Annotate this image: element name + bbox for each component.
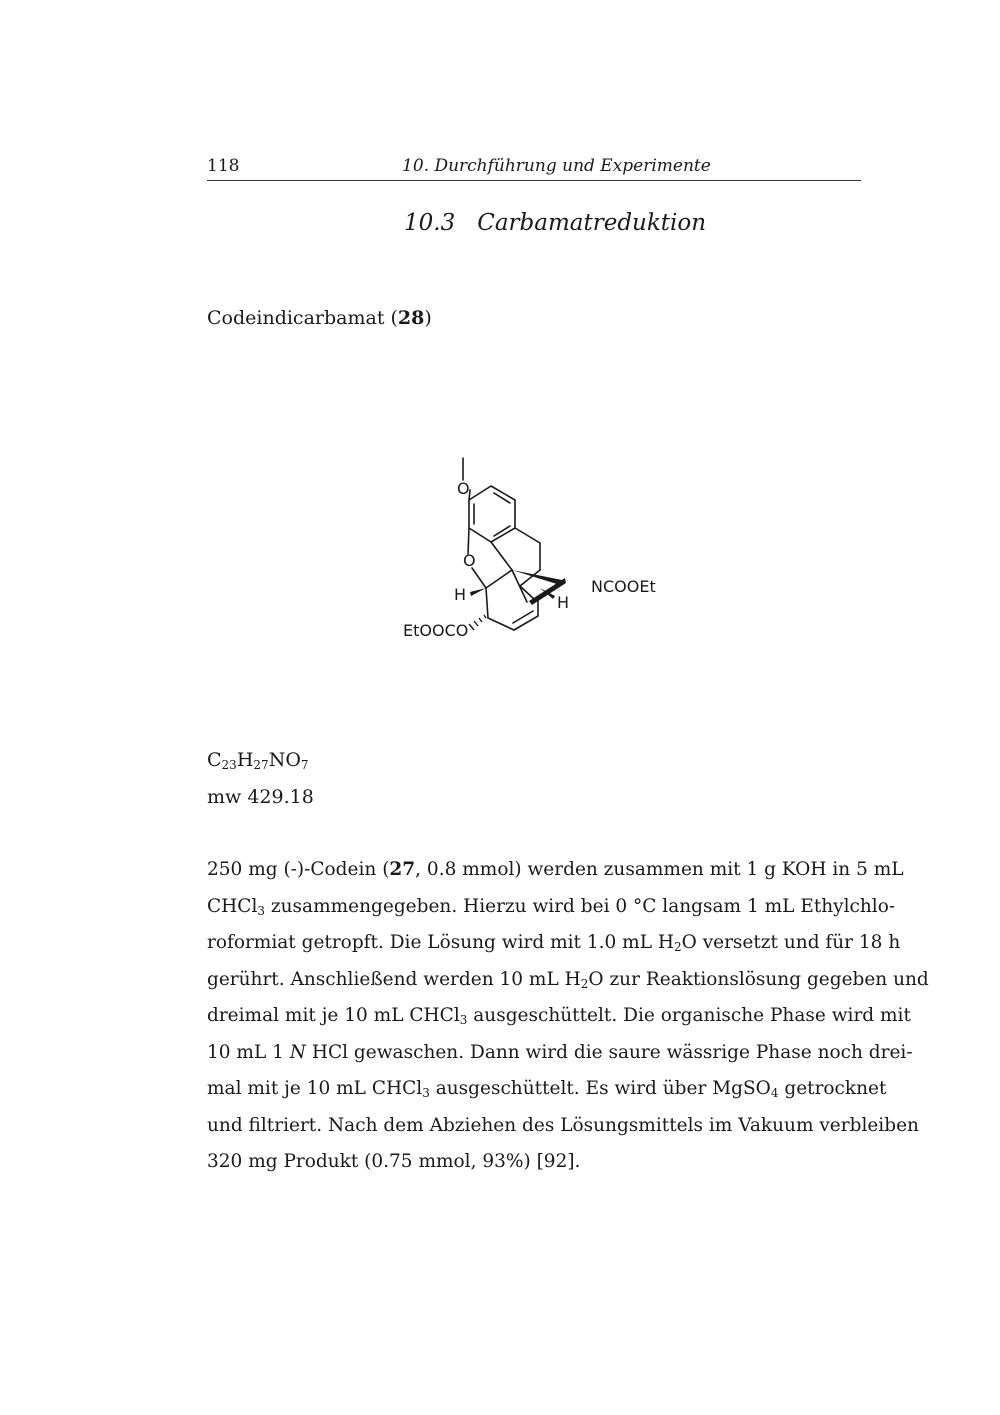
experimental-paragraph [207, 852, 929, 1181]
label-ncooet: NCOOEt [591, 577, 656, 596]
text-line: und filtriert. Nach dem Abziehen des Lösungsmittels im Vakuum verbleiben [207, 1114, 919, 1136]
section-number: 10.3 [404, 210, 456, 236]
hashed-bond [469, 615, 486, 630]
text-line: roformiat getropft. Die Lösung wird mit 1.0 mL $H_2O$ versetzt und für 18 h [207, 932, 901, 954]
bond-ar-c13 [491, 542, 512, 570]
text-line: 320 mg Produkt (0.75 mmol, 93%) [92]. [207, 1151, 581, 1172]
compound-number: 28 [397, 307, 425, 329]
aromatic-ring [469, 486, 515, 542]
bond-c10 [515, 528, 540, 543]
text-line: mal mit je 10 mL CHCl$_3$ ausgeschüttelt. Es wird über MgSO$_4$ getrocknet [207, 1078, 887, 1100]
aromatic-double-3 [494, 526, 510, 536]
section-heading [404, 210, 706, 236]
molecular-formula: $C_{23}H_{27}NO_7$ [207, 749, 309, 772]
bond-c5-c6 [486, 588, 488, 618]
text-line: dreimal mit je 10 mL CHCl$_3$ ausgeschüttelt. Die organische Phase wird mit [207, 1005, 911, 1027]
label-ring-o: O [463, 551, 476, 570]
running-head: 10. Durchführung und Experimente [402, 156, 711, 176]
text-line: CHCl$_3$ zusammengegeben. Hierzu wird bei 0 °C langsam 1 mL Ethylchlo- [207, 895, 896, 918]
section-title: Carbamatreduktion [477, 210, 707, 236]
bond-c5-c13 [486, 570, 512, 588]
compound-name [207, 307, 432, 329]
label-h-right: H [557, 593, 570, 612]
text-line: 250 mg (-)-Codein (27, 0.8 mmol) werden zusammen mit 1 g KOH in 5 mL [207, 859, 904, 880]
bond-o-c5 [472, 568, 486, 588]
chemical-structure [390, 450, 690, 650]
label-methoxy-o: O [457, 479, 470, 498]
structure-bonds [463, 458, 540, 630]
bond-c13-c15 [512, 570, 527, 602]
bond-c7-c8 [514, 616, 538, 630]
label-h-left: H [454, 585, 467, 604]
wedge-bond-h-left [470, 588, 486, 596]
compound-name-text: Codeindicarbamat ( [207, 307, 398, 329]
running-header [207, 154, 861, 181]
text-line: 10 mL 1 N HCl gewaschen. Dann wird die saure wässrige Phase noch drei- [207, 1041, 913, 1063]
aromatic-double-1 [494, 493, 510, 503]
text-line: gerührt. Anschließend werden 10 mL $H_2O$ zur Reaktionslösung gegeben und [207, 968, 929, 991]
molecular-weight: mw 429.18 [207, 786, 314, 808]
bond-c6-c7 [488, 618, 514, 630]
page-number: 118 [207, 156, 240, 176]
label-etoocoo: EtOOCO [403, 621, 469, 640]
compound-name-close: ) [424, 307, 432, 329]
